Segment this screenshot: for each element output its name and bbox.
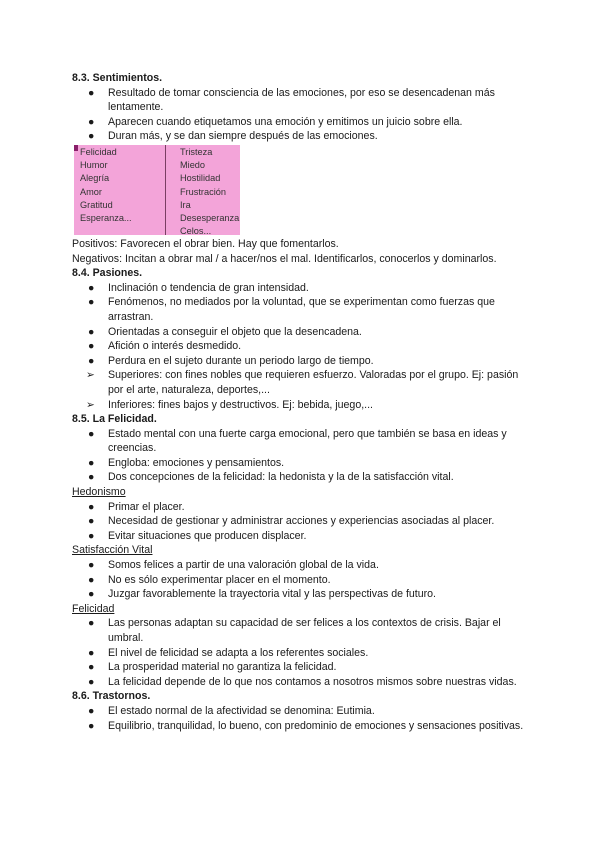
list-item-continuation: por el arte, naturaleza, deportes,... [108, 383, 270, 396]
bullet-marker: ● [88, 325, 95, 338]
bullet-marker: ● [88, 500, 95, 513]
bullet-marker: ● [88, 675, 95, 688]
table-corner-mark [74, 145, 78, 151]
bullet-marker: ● [88, 456, 95, 469]
bullet-marker: ● [88, 559, 95, 572]
list-item: ● No es sólo experimentar placer en el momento. [88, 573, 331, 586]
subheading-hedonismo: Hedonismo [72, 486, 126, 499]
positive-column [74, 145, 166, 235]
arrow-marker: ➢ [86, 369, 95, 382]
list-item: ● Estado mental con una fuerte carga emocional, pero que también se basa en ideas y [88, 427, 507, 440]
list-item-continuation: arrastran. [108, 310, 154, 323]
bullet-marker: ● [88, 573, 95, 586]
bullet-marker: ● [88, 340, 95, 353]
subheading-felicidad: Felicidad [72, 602, 115, 615]
positive-feeling: Amor [80, 186, 102, 197]
bullet-marker: ● [88, 281, 95, 294]
list-item: ● Fenómenos, no mediados por la voluntad, que se experimentan como fuerzas que [88, 296, 495, 309]
negative-feeling: Ira [180, 199, 191, 210]
bullet-marker: ● [88, 704, 95, 717]
list-item: ● Duran más, y se dan siempre después de las emociones. [88, 130, 378, 143]
heading-trastornos: 8.6. Trastornos. [72, 690, 151, 703]
list-item: ● Somos felices a partir de una valoración global de la vida. [88, 559, 379, 572]
negative-feeling: Tristeza [180, 146, 213, 157]
sentimientos-list [72, 86, 552, 144]
list-item: ● Evitar situaciones que producen displacer. [88, 529, 307, 542]
bullet-marker: ● [88, 588, 95, 601]
bullet-marker: ● [88, 86, 95, 99]
sentimientos-table [74, 145, 240, 235]
felicidad-sub-list [72, 616, 552, 689]
list-item: ➢ Superiores: con fines nobles que requieren esfuerzo. Valoradas por el grupo. Ej: pasión [86, 369, 519, 382]
bullet-marker: ● [88, 529, 95, 542]
negative-feeling: Hostilidad [180, 173, 221, 184]
satisfaccion-list [72, 558, 552, 602]
list-item-continuation: umbral. [108, 632, 144, 644]
bullet-marker: ● [88, 661, 95, 674]
bullet-marker: ● [88, 354, 95, 367]
heading-pasiones: 8.4. Pasiones. [72, 267, 143, 280]
hedonismo-list [72, 500, 552, 544]
negative-column [166, 145, 239, 235]
list-item: ● Engloba: emociones y pensamientos. [88, 456, 285, 469]
bullet-marker: ● [88, 515, 95, 528]
document-content [72, 71, 552, 733]
heading-felicidad: 8.5. La Felicidad. [72, 413, 157, 426]
trastornos-list [72, 704, 552, 733]
subheading-satisfaccion-vital: Satisfacción Vital [72, 544, 153, 557]
list-item: ● El nivel de felicidad se adapta a los referentes sociales. [88, 646, 369, 659]
pasiones-list [72, 281, 552, 412]
list-item: ● Dos concepciones de la felicidad: la hedonista y la de la satisfacción vital. [88, 471, 454, 484]
positive-feeling: Humor [80, 160, 108, 171]
bullet-marker: ● [88, 471, 95, 484]
list-item-continuation: lentamente. [108, 101, 164, 114]
positive-feeling: Felicidad [80, 146, 117, 157]
list-item: ● Inclinación o tendencia de gran intensidad. [88, 281, 309, 294]
negativos-line: Negativos: Incitan a obrar mal / a hacer/nos el mal. Identificarlos, conocerlos y dominarlos. [72, 252, 497, 265]
list-item: ● El estado normal de la afectividad se denomina: Eutimia. [88, 704, 375, 717]
list-item: ● Juzgar favorablemente la trayectoria vital y las perspectivas de futuro. [88, 588, 436, 601]
list-item: ● Primar el placer. [88, 500, 185, 513]
list-item: ● Necesidad de gestionar y administrar acciones y experiencias asociadas al placer. [88, 515, 495, 528]
felicidad-list [72, 427, 552, 485]
bullet-marker: ● [88, 646, 95, 659]
list-item-continuation: creencias. [108, 442, 157, 455]
bullet-marker: ● [88, 130, 95, 143]
list-item: ● Resultado de tomar consciencia de las emociones, por eso se desencadenan más [88, 86, 495, 99]
list-item: ● Equilibrio, tranquilidad, lo bueno, con predominio de emociones y sensaciones positivas. [88, 719, 524, 732]
list-item: ● La felicidad depende de lo que nos contamos a nosotros mismos sobre nuestras vidas. [88, 675, 517, 688]
list-item: ● Perdura en el sujeto durante un periodo largo de tiempo. [88, 354, 374, 367]
positive-feeling: Esperanza... [80, 212, 132, 223]
arrow-marker: ➢ [86, 398, 95, 411]
negative-feeling: Frustración [180, 186, 226, 197]
positive-feeling: Alegría [80, 173, 110, 184]
bullet-marker: ● [88, 617, 95, 630]
list-item: ● Orientadas a conseguir el objeto que la desencadena. [88, 325, 362, 338]
list-item: ➢ Inferiores: fines bajos y destructivos. Ej: bebida, juego,... [86, 398, 373, 411]
negative-feeling: Desesperanza [180, 212, 240, 223]
list-item: ● Las personas adaptan su capacidad de ser felices a los contextos de crisis. Bajar el [88, 617, 501, 630]
bullet-marker: ● [88, 115, 95, 128]
negative-feeling: Celos... [180, 226, 212, 235]
bullet-marker: ● [88, 427, 95, 440]
positivos-line: Positivos: Favorecen el obrar bien. Hay que fomentarlos. [72, 237, 339, 250]
heading-sentimientos: 8.3. Sentimientos. [72, 72, 163, 84]
negative-feeling: Miedo [180, 160, 206, 171]
bullet-marker: ● [88, 296, 95, 309]
list-item: ● La prosperidad material no garantiza la felicidad. [88, 661, 337, 674]
list-item: ● Afición o interés desmedido. [88, 340, 242, 353]
list-item: ● Aparecen cuando etiquetamos una emoción y emitimos un juicio sobre ella. [88, 115, 463, 128]
positive-feeling: Gratitud [80, 199, 113, 210]
bullet-marker: ● [88, 719, 95, 732]
